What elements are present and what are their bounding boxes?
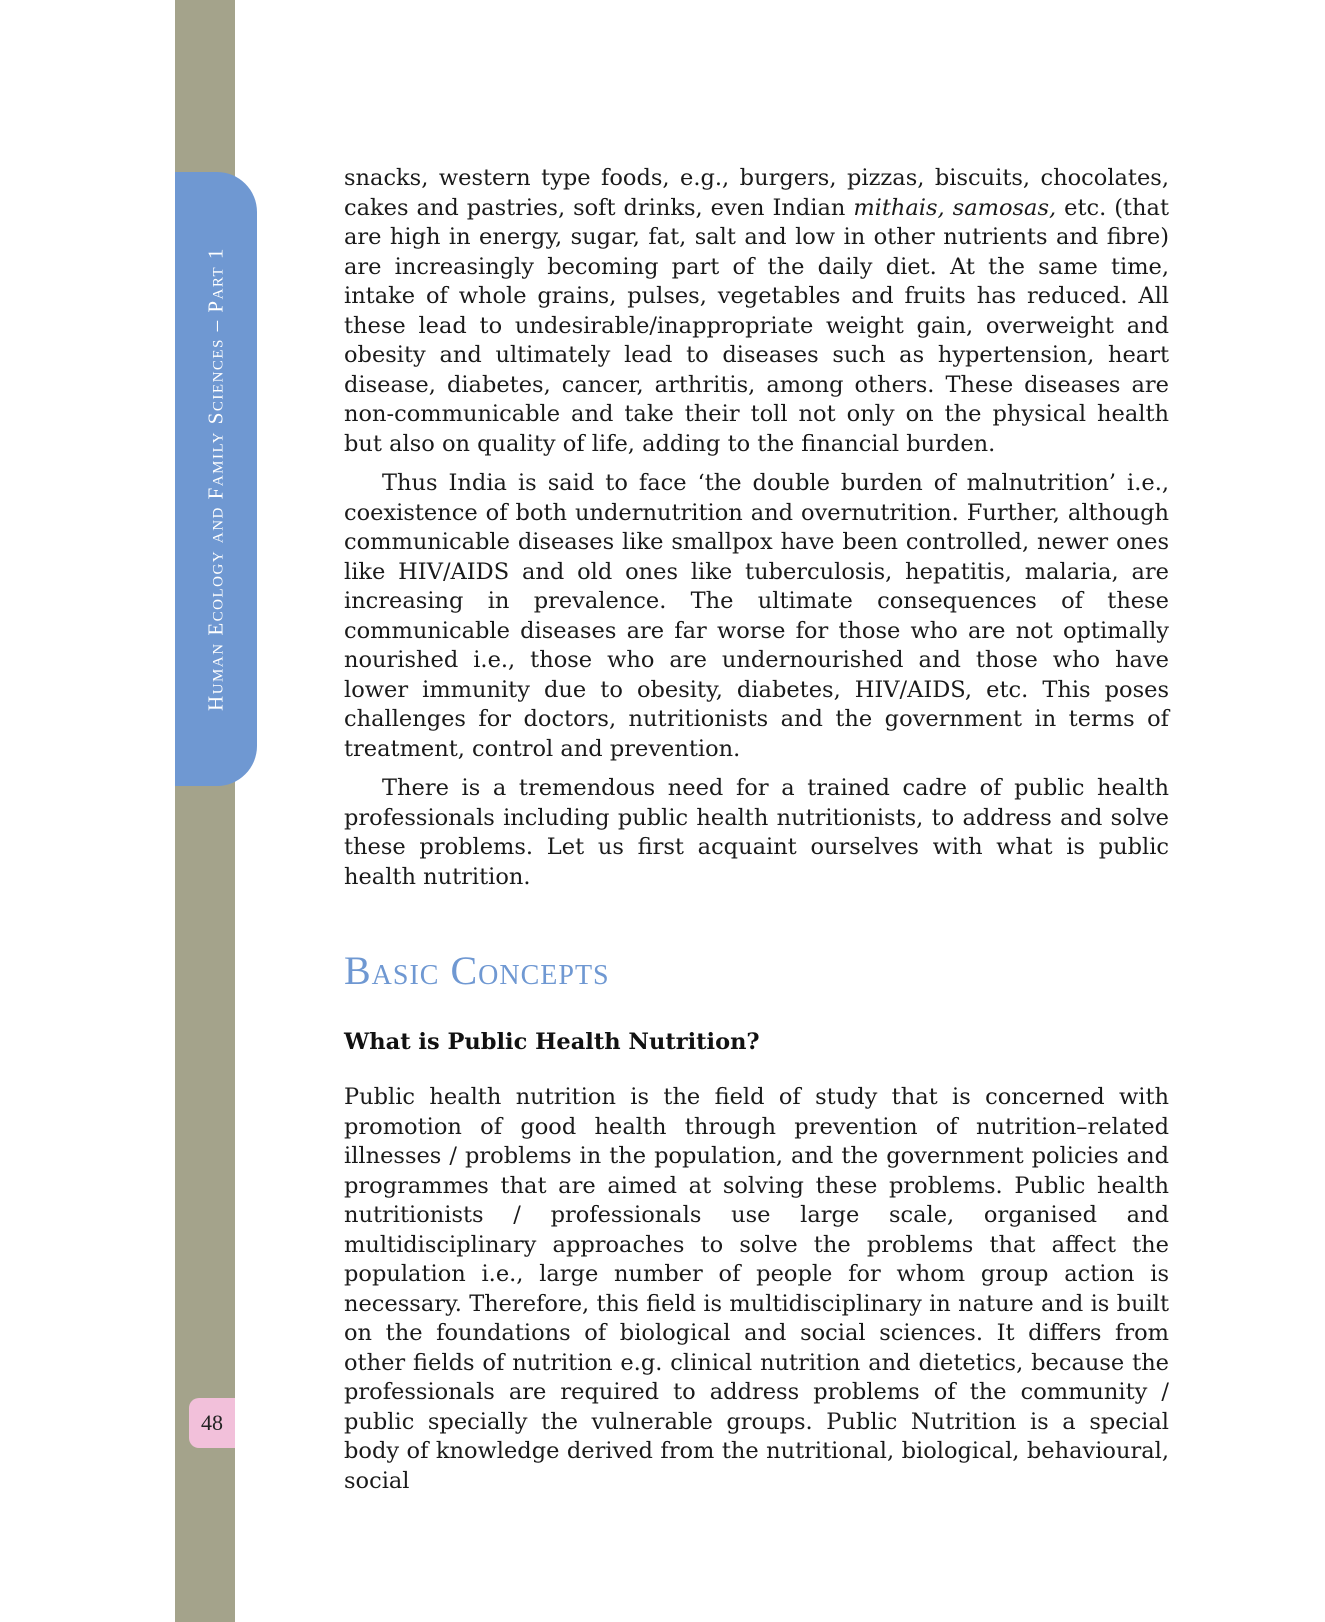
italic-term: samosas, — [952, 194, 1057, 221]
paragraph: Public health nutrition is the field of study that is concerned with promotion of good health through prevention of nutrition–related illnesses / problems in the population, and the government policies and programmes that are aimed at solving these problems. Public health nutritionists / professionals use large scale, organised and multidisciplinary approaches to solve the problems that affect the population i.e., large number of people for whom group action is necessary. Therefore, this field is multidisciplinary in nature and is built on the foundations of biological and social sciences. It differs from other fields of nutrition e.g. clinical nutrition and dietetics, because the professionals are required to address problems of the community / public specially the vulnerable groups. Public Nutrition is a special body of knowledge derived from the nutritional, biological, behavioural, social — [344, 1084, 1169, 1494]
page-number: 48 — [189, 1398, 235, 1448]
section-title: Human Ecology and Family Sciences – Part 1 — [203, 247, 228, 711]
main-content — [344, 164, 1169, 1496]
paragraph: snacks, western type foods, e.g., burgers, pizzas, biscuits, chocolates, cakes and pastries, soft drinks, even Indian mithais, samosas, etc. (that are high in energy, sugar, fat, salt and low in other nutrients and fibre) are increasingly becoming part of the daily diet. At the same time, intake of whole grains, pulses, vegetables and fruits has reduced. All these lead to undesirable/inappropriate weight gain, overweight and obesity and ultimately lead to diseases such as hypertension, heart disease, diabetes, cancer, arthritis, among others. These diseases are non-communicable and take their toll not only on the physical health but also on quality of life, adding to the financial burden. — [344, 165, 1169, 457]
italic-term: mithais, — [853, 194, 945, 221]
subheading: What is Public Health Nutrition? — [344, 1029, 760, 1055]
paragraph: There is a tremendous need for a trained cadre of public health professionals including public health nutritionists, to address and solve these problems. Let us first acquaint ourselves with what is public health nutrition. — [344, 775, 1169, 890]
section-heading: Basic Concepts — [344, 948, 610, 993]
paragraph: Thus India is said to face ‘the double burden of malnutrition’ i.e., coexistence of both undernutrition and overnutrition. Further, although communicable diseases like smallpox have been controlled, newer ones like HIV/AIDS and old ones like tuberculosis, hepatitis, malaria, are increasing in prevalence. The ultimate consequences of these communicable diseases are far worse for those who are not optimally nourished i.e., those who are undernourished and those who have lower immunity due to obesity, diabetes, HIV/AIDS, etc. This poses challenges for doctors, nutritionists and the government in terms of treatment, control and prevention. — [344, 470, 1169, 762]
